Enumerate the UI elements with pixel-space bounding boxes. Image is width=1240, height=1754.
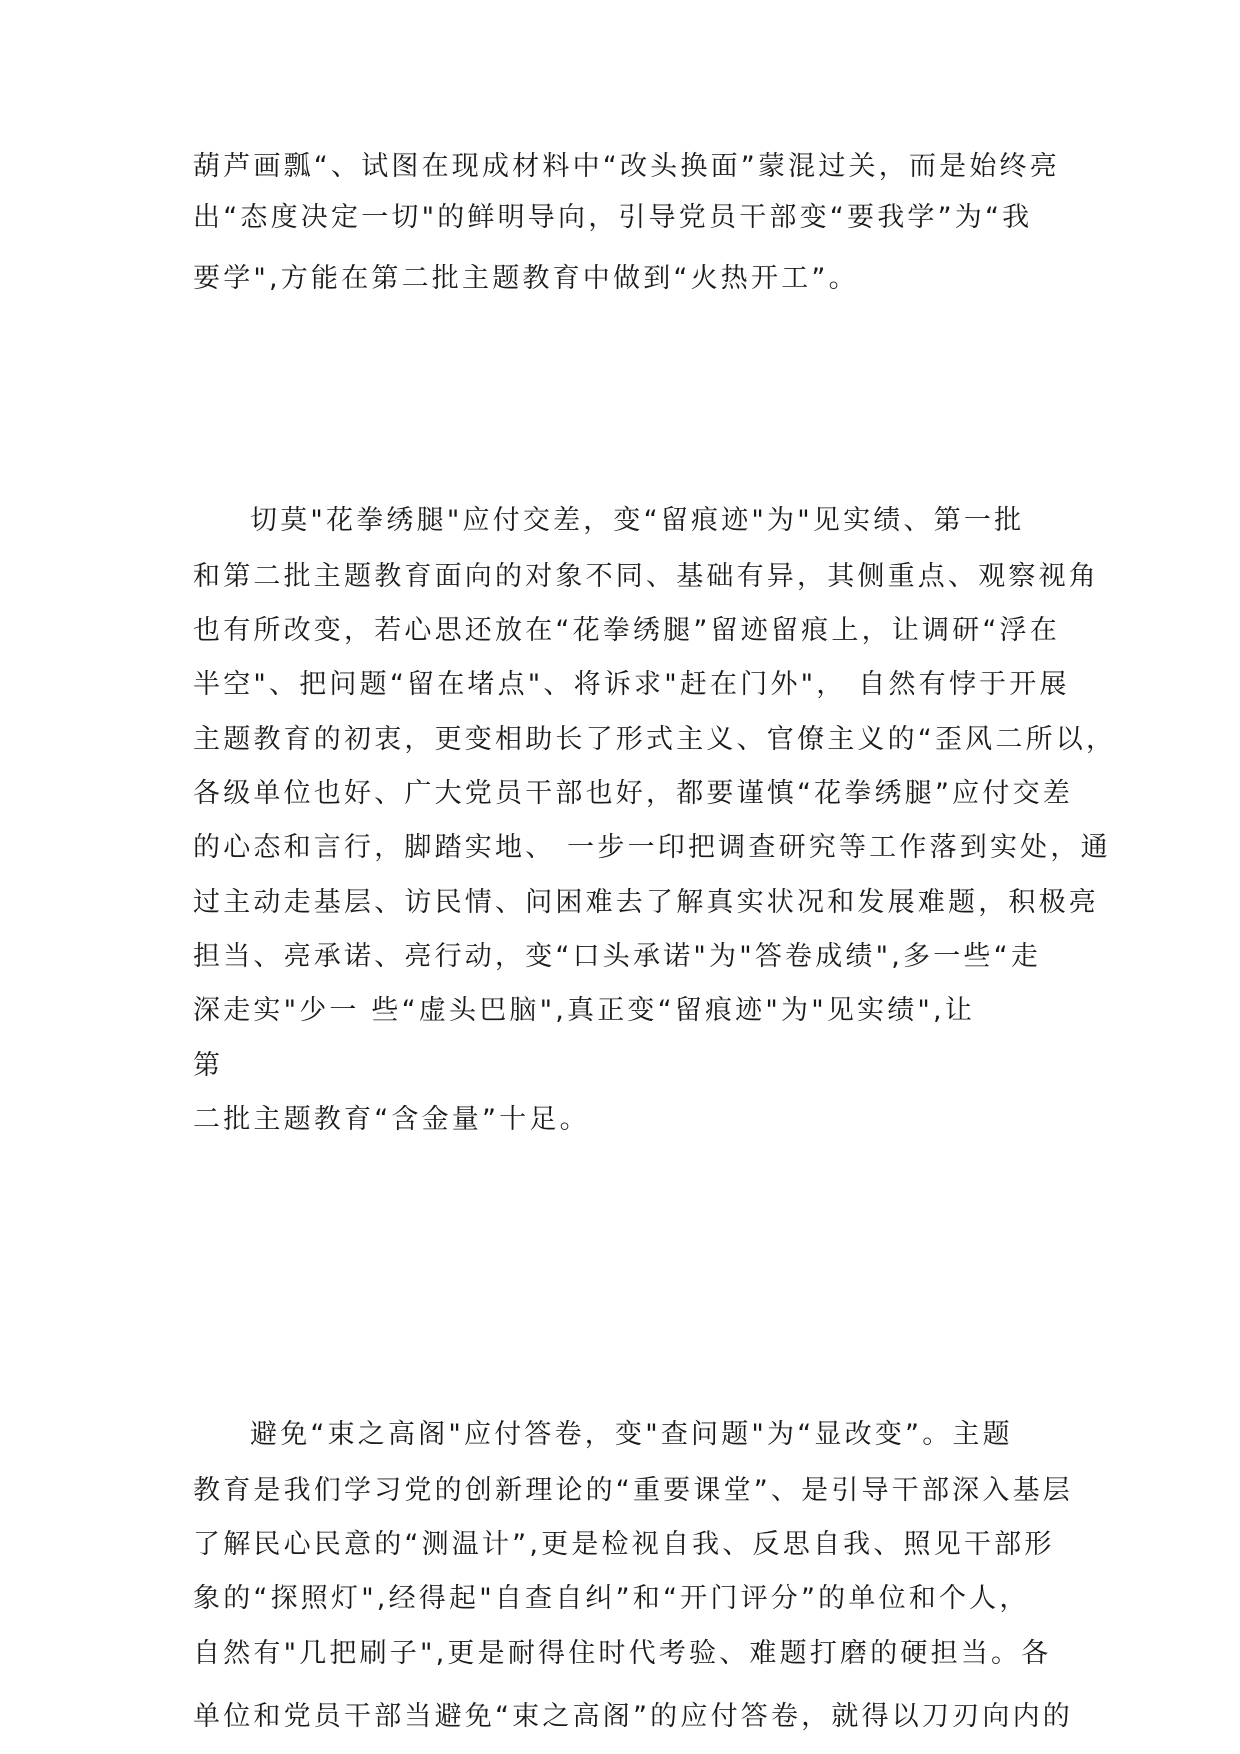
paragraph-line: 要学",方能在第二批主题教育中做到“火热开工”。 [193, 263, 859, 294]
paragraph-line: 过主动走基层、访民情、问困难去了解真实状况和发展难题，积极亮 [193, 887, 1099, 918]
paragraph-line: 出“态度决定一切"的鲜明导向，引导党员干部变“要我学”为“我 [193, 202, 1033, 233]
paragraph-line: 各级单位也好、广大党员干部也好，都要谨慎“花拳绣腿”应付交差 [193, 778, 1073, 809]
paragraph-line: 半空"、把问题“留在堵点"、将诉求"赶在门外"， 自然有悖于开展 [193, 669, 1070, 700]
paragraph-line: 第 [193, 1050, 224, 1081]
paragraph-line: 了解民心民意的“测温计”,更是检视自我、反思自我、照见干部形 [193, 1529, 1055, 1560]
paragraph-line: 葫芦画瓢“、试图在现成材料中“改头换面”蒙混过关，而是始终亮 [193, 151, 1060, 182]
paragraph-line: 切莫"花拳绣腿"应付交差，变“留痕迹"为"见实绩、第一批 [250, 505, 1025, 536]
paragraph-line: 深走实"少一 些“虚头巴脑",真正变“留痕迹"为"见实绩",让 [193, 995, 976, 1026]
paragraph-line: 二批主题教育“含金量”十足。 [193, 1104, 590, 1135]
paragraph-line: 避免“束之高阁"应付答卷，变"查问题"为“显改变”。主题 [250, 1419, 1013, 1450]
paragraph-line: 的心态和言行，脚踏实地、 一步一印把调查研究等工作落到实处，通 [193, 832, 1111, 863]
paragraph-line: 自然有"几把刷子",更是耐得住时代考验、难题打磨的硬担当。各 [193, 1638, 1052, 1669]
paragraph-line: 单位和党员干部当避免“束之高阁”的应付答卷，就得以刀刃向内的 [193, 1701, 1073, 1732]
paragraph-line: 象的“探照灯",经得起"自查自纠”和“开门评分”的单位和个人， [193, 1583, 1030, 1614]
paragraph-line: 和第二批主题教育面向的对象不同、基础有异，其侧重点、观察视角 [193, 561, 1099, 592]
paragraph-line: 教育是我们学习党的创新理论的“重要课堂”、是引导干部深入基层 [193, 1475, 1073, 1506]
paragraph-line: 担当、亮承诺、亮行动，变“口头承诺"为"答卷成绩",多一些“走 [193, 941, 1042, 972]
paragraph-line: 也有所改变，若心思还放在“花拳绣腿”留迹留痕上，让调研“浮在 [193, 615, 1060, 646]
paragraph-line: 主题教育的初衷，更变相助长了形式主义、官僚主义的“歪风二所以， [193, 724, 1117, 755]
